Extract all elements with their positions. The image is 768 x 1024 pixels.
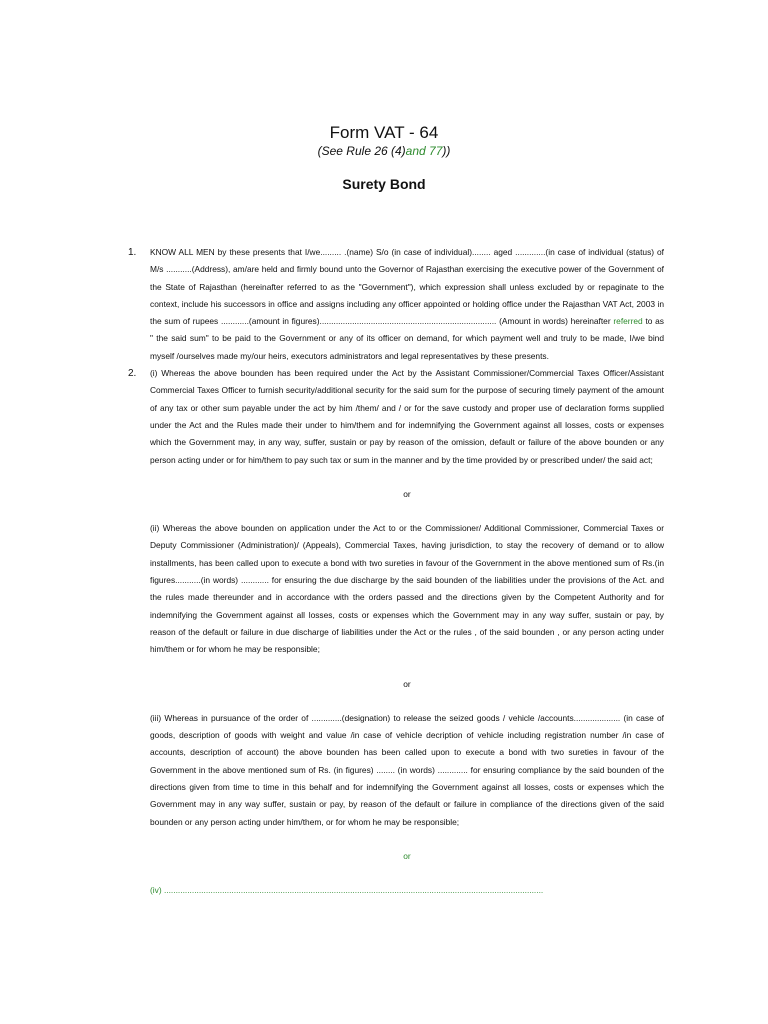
clause-2	[0, 365, 768, 469]
or-separator: or	[403, 488, 411, 499]
form-header	[0, 123, 768, 192]
clause-text-part: to as " the said sum" to be paid to the Government or any of its officer on demand, for which payment well and truly to be made, I/we bind myself /ourselves made my/our heirs, executors administrators and legal representatives by these presents.	[150, 316, 664, 361]
clause-number: 1.	[128, 247, 137, 258]
clause-text	[150, 244, 664, 365]
clause-text-highlight: referred	[613, 316, 643, 327]
spacer	[0, 659, 768, 676]
clause-text: (i) Whereas the above bounden has been required under the Act by the Assistant Commissioner/Commercial Taxes Officer/Assistant Commercial Taxes Officer to furnish security/additional security for the said sum for the purpose of securing timely payment of the amount of any tax or other sum payable under the act by him /them/ and / or for the save custody and proper use of declaration forms supplied under the Act and the Rules made their under to him/them and for indemnifying the Government against all losses, costs or expenses which the Government may, in any way, suffer, sustain or pay by reason of the omission, default or failure of the above bounden or any person acting under or for him/them to pay such tax or sum in the manner and by the time provided by or prescribed under/ the said act;	[150, 368, 664, 465]
form-title: Form VAT - 64	[329, 123, 439, 142]
or-separator: or	[403, 850, 411, 861]
subtitle-close: ))	[442, 144, 451, 158]
clause-number: 2.	[128, 368, 137, 380]
clause-text-part: KNOW ALL MEN by these presents that I/we......... .(name) S/o (in case of individual)........ aged .............(in case of individual (status) of M/s ...........(Address), am/are held and firmly bound unto the Governor of Rajasthan exercising the executive power of the Government of the State of Rajasthan (hereinafter referred to as the "Government"), which expression shall unless excluded by or repaginate to the context, include his successors in office and assigns including any officer appointed or holding office under the Rajasthan VAT Act, 2003 in the sum of rupees ............(amount in figures)............................................................................ (Amount in words) hereinafter	[150, 247, 664, 327]
clause-iv: (iv) ...................................................................................................................................................................	[150, 885, 544, 896]
subtitle-rule: (See Rule 26 (4)	[317, 144, 406, 158]
bond-heading: Surety Bond	[342, 176, 426, 192]
clause-iii: (iii) Whereas in pursuance of the order of .............(designation) to release the seized goods / vehicle /accounts.................... (in case of goods, description of goods with weight and value /in case of vehicle decription of vehicle including registration number /in case of accounts, description of account) the above bounden has been called upon to execute a bond with two sureties in favour of the Government in the above mentioned sum of Rs. (in figures) ........ (in words) ............. for ensuring compliance by the said bounden of the directions given from time to time in this behalf and for indemnifying the Government against all losses, costs or expenses which the Government may in any way suffer, sustain or pay, by reason of the default or failure in compliance of the directions given of the said bounden or any person acting under him/them, or for whom he may be responsible;	[150, 712, 664, 827]
spacer	[0, 831, 768, 848]
form-subtitle	[0, 143, 768, 159]
or-separator: or	[403, 678, 411, 689]
clause-1	[0, 244, 768, 365]
clause-ii: (ii) Whereas the above bounden on application under the Act to or the Commissioner/ Additional Commissioner, Commercial Taxes or Deputy Commissioner (Administration)/ (Appeals), Commercial Taxes, having jurisdiction, to stay the recovery of demand or to allow installments, has been called upon to execute a bond with two sureties in favour of the Government in the above mentioned sum of Rs.(in figures...........(in words) ............ for ensuring the due discharge by the said bounden of the liabilities under the provisions of the Act. and the rules made thereunder and in accordance with the orders passed and the directions given by the Competent Authority and for indemnifying the Government against all losses, costs or expenses which the Government may in any way suffer, sustain or pay, by reason of the default or failure in due discharge of liabilities under the Act or the rules , of the said bounden , or any person acting under him/them or for whom he may be responsible;	[150, 523, 664, 655]
bond-body	[0, 244, 768, 900]
spacer	[0, 865, 768, 882]
spacer	[0, 469, 768, 486]
spacer	[0, 503, 768, 520]
spacer	[0, 693, 768, 710]
subtitle-rule-amendment: and 77	[405, 144, 443, 158]
